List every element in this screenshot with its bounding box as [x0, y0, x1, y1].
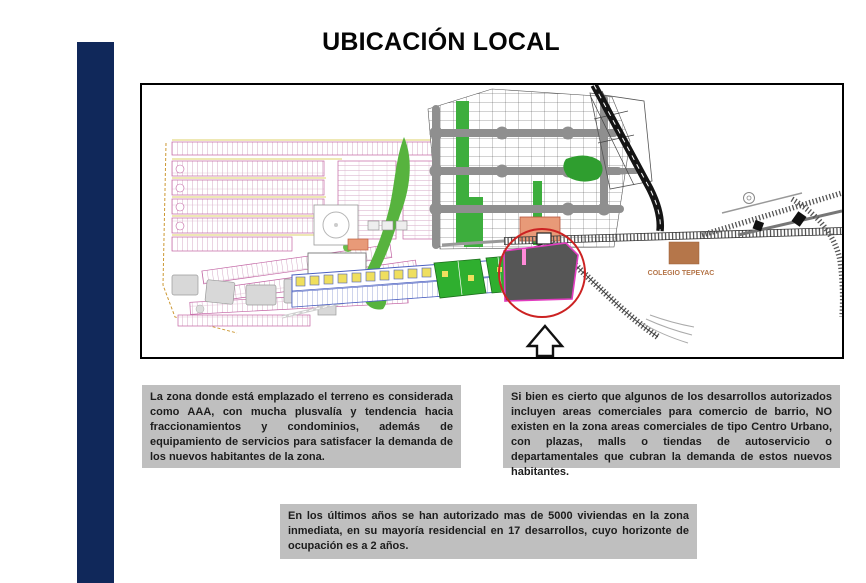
site-plan-map-frame: [140, 83, 844, 359]
info-box-housing: En los últimos años se han autorizado mas de 5000 viviendas en la zona inmediata, en su mayoría residencial en 17 desarrollos, cuyo horizonte de ocupación es a 2 años.: [280, 504, 697, 559]
slide-title: UBICACIÓN LOCAL: [322, 28, 560, 56]
road-grid-development: [428, 89, 652, 249]
info-box-zone-aaa: La zona donde está emplazado el terreno es considerada como AAA, con mucha plusvalía y tendencia hacia fraccionamientos y condominios, además de equipamiento de servicios para satisfacer la demanda de los nuevos habitantes de la zona.: [142, 385, 461, 468]
up-arrow-icon: [528, 326, 562, 356]
site-plan-map: [142, 85, 842, 357]
colegio-building: [669, 242, 699, 264]
green-park-blob: [563, 155, 602, 181]
colegio-tepeyac: [648, 242, 715, 277]
glorieta-symbol: [744, 193, 755, 204]
info-box-commercial: Si bien es cierto que algunos de los desarrollos autorizados incluyen areas comerciales para comercio de barrio, NO existen en la zona areas comerciales de tipo Centro Urbano, con plazas, malls o tiendas de autoservicio o departamentales que cubran la demanda de estos nuevos habitantes.: [503, 385, 840, 468]
accent-bar: [77, 42, 114, 583]
colegio-tepeyac-label: COLEGIO TEPEYAC: [647, 270, 715, 277]
interchange-roads: [702, 193, 842, 318]
